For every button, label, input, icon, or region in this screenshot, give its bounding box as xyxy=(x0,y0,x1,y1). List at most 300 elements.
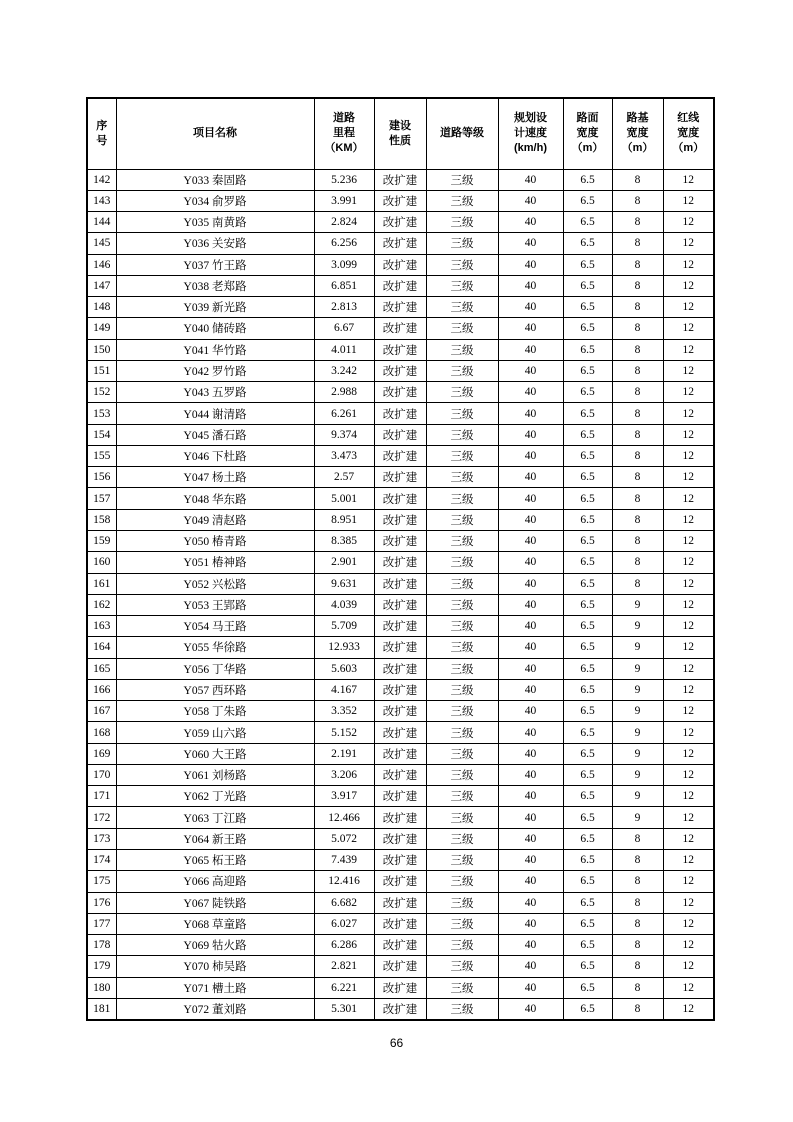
header-line: （m） xyxy=(672,142,705,155)
table-cell: 8 xyxy=(612,339,663,360)
table-cell: 8 xyxy=(612,445,663,466)
table-cell: 三级 xyxy=(426,318,498,339)
table-cell: 40 xyxy=(498,594,563,615)
table-cell: 40 xyxy=(498,956,563,977)
table-cell: 9 xyxy=(612,679,663,700)
table-cell: 6.5 xyxy=(563,956,612,977)
table-cell: 5.152 xyxy=(314,722,374,743)
table-cell: 三级 xyxy=(426,998,498,1019)
table-cell: 12 xyxy=(663,339,714,360)
table-cell: 9 xyxy=(612,764,663,785)
table-cell: 6.682 xyxy=(314,892,374,913)
table-cell: 6.5 xyxy=(563,212,612,233)
header-line: （KM） xyxy=(324,142,364,155)
table-cell: 12 xyxy=(663,913,714,934)
table-row xyxy=(87,212,714,233)
table-cell: 改扩建 xyxy=(374,616,426,637)
table-cell: 2.813 xyxy=(314,297,374,318)
table-cell: 175 xyxy=(87,871,116,892)
table-cell: 6.256 xyxy=(314,233,374,254)
table-cell: Y066 高迎路 xyxy=(116,871,314,892)
table-cell: 改扩建 xyxy=(374,977,426,998)
table-cell: 12 xyxy=(663,935,714,956)
table-cell: 12 xyxy=(663,212,714,233)
table-cell: 3.099 xyxy=(314,254,374,275)
table-cell: 8 xyxy=(612,212,663,233)
table-cell: 8 xyxy=(612,488,663,509)
table-cell: 9 xyxy=(612,786,663,807)
table-cell: 7.439 xyxy=(314,850,374,871)
table-cell: Y034 俞罗路 xyxy=(116,190,314,211)
table-cell: 6.5 xyxy=(563,786,612,807)
table-row xyxy=(87,275,714,296)
table-row xyxy=(87,594,714,615)
table-cell: 168 xyxy=(87,722,116,743)
table-row xyxy=(87,722,714,743)
table-cell: 40 xyxy=(498,488,563,509)
table-cell: 6.5 xyxy=(563,488,612,509)
table-cell: 12 xyxy=(663,275,714,296)
header-line: 性质 xyxy=(389,134,411,147)
table-cell: 161 xyxy=(87,573,116,594)
table-cell: 12 xyxy=(663,786,714,807)
table-cell: 12 xyxy=(663,594,714,615)
table-cell: 改扩建 xyxy=(374,488,426,509)
table-cell: 6.5 xyxy=(563,637,612,658)
table-cell: 改扩建 xyxy=(374,679,426,700)
table-row xyxy=(87,467,714,488)
table-row xyxy=(87,169,714,190)
table-cell: 3.917 xyxy=(314,786,374,807)
table-cell: Y043 五罗路 xyxy=(116,382,314,403)
table-cell: 改扩建 xyxy=(374,424,426,445)
table-cell: 6.5 xyxy=(563,424,612,445)
table-cell: 40 xyxy=(498,169,563,190)
table-cell: 40 xyxy=(498,850,563,871)
table-cell: 142 xyxy=(87,169,116,190)
table-cell: 8 xyxy=(612,573,663,594)
header-line: 道路 xyxy=(333,112,355,125)
table-cell: 6.5 xyxy=(563,913,612,934)
table-cell: 4.167 xyxy=(314,679,374,700)
table-cell: 6.5 xyxy=(563,573,612,594)
table-cell: 165 xyxy=(87,658,116,679)
table-cell: 6.5 xyxy=(563,318,612,339)
table-cell: 40 xyxy=(498,977,563,998)
table-row xyxy=(87,637,714,658)
table-cell: 6.5 xyxy=(563,616,612,637)
table-cell: 改扩建 xyxy=(374,701,426,722)
table-cell: 改扩建 xyxy=(374,871,426,892)
table-cell: 6.5 xyxy=(563,871,612,892)
table-cell: 3.242 xyxy=(314,360,374,381)
table-cell: 6.5 xyxy=(563,722,612,743)
table-cell: 153 xyxy=(87,403,116,424)
table-cell: 12 xyxy=(663,956,714,977)
table-cell: 改扩建 xyxy=(374,913,426,934)
table-cell: Y038 老郑路 xyxy=(116,275,314,296)
table-cell: 6.5 xyxy=(563,190,612,211)
table-cell: 8 xyxy=(612,552,663,573)
table-cell: 9 xyxy=(612,722,663,743)
table-cell: 2.988 xyxy=(314,382,374,403)
table-cell: 改扩建 xyxy=(374,998,426,1019)
table-cell: 12 xyxy=(663,297,714,318)
table-cell: 12 xyxy=(663,977,714,998)
table-cell: 改扩建 xyxy=(374,275,426,296)
table-cell: 152 xyxy=(87,382,116,403)
table-cell: 6.5 xyxy=(563,339,612,360)
table-row xyxy=(87,509,714,530)
table-row xyxy=(87,339,714,360)
header-cell-col-road-mileage xyxy=(314,98,374,169)
table-cell: Y071 槽土路 xyxy=(116,977,314,998)
table-row xyxy=(87,764,714,785)
table-cell: 6.5 xyxy=(563,892,612,913)
table-cell: 三级 xyxy=(426,871,498,892)
table-cell: 5.236 xyxy=(314,169,374,190)
table-cell: 三级 xyxy=(426,977,498,998)
table-cell: 改扩建 xyxy=(374,339,426,360)
table-cell: 145 xyxy=(87,233,116,254)
table-cell: 三级 xyxy=(426,424,498,445)
table-row xyxy=(87,424,714,445)
table-cell: 三级 xyxy=(426,786,498,807)
table-cell: 40 xyxy=(498,786,563,807)
table-cell: 三级 xyxy=(426,445,498,466)
table-cell: 12 xyxy=(663,764,714,785)
table-cell: 12 xyxy=(663,552,714,573)
table-cell: 180 xyxy=(87,977,116,998)
table-cell: 12.933 xyxy=(314,637,374,658)
table-cell: 改扩建 xyxy=(374,297,426,318)
table-cell: 146 xyxy=(87,254,116,275)
table-cell: 181 xyxy=(87,998,116,1019)
header-cell-col-roadbed-width xyxy=(612,98,663,169)
table-cell: 三级 xyxy=(426,892,498,913)
table-cell: 171 xyxy=(87,786,116,807)
table-cell: 6.5 xyxy=(563,360,612,381)
table-cell: 40 xyxy=(498,871,563,892)
table-cell: 177 xyxy=(87,913,116,934)
table-cell: 改扩建 xyxy=(374,573,426,594)
table-cell: 改扩建 xyxy=(374,509,426,530)
table-cell: 6.5 xyxy=(563,935,612,956)
table-cell: 167 xyxy=(87,701,116,722)
table-cell: 6.851 xyxy=(314,275,374,296)
table-row xyxy=(87,190,714,211)
table-cell: 改扩建 xyxy=(374,892,426,913)
table-cell: 6.5 xyxy=(563,382,612,403)
table-cell: Y068 草童路 xyxy=(116,913,314,934)
table-cell: 40 xyxy=(498,254,563,275)
table-cell: 40 xyxy=(498,467,563,488)
table-cell: 8 xyxy=(612,424,663,445)
header-cell-col-build-nature xyxy=(374,98,426,169)
table-cell: 9 xyxy=(612,594,663,615)
table-cell: 176 xyxy=(87,892,116,913)
table-cell: 12 xyxy=(663,573,714,594)
table-cell: 6.221 xyxy=(314,977,374,998)
table-cell: Y063 丁江路 xyxy=(116,807,314,828)
table-cell: 4.039 xyxy=(314,594,374,615)
table-cell: 12 xyxy=(663,807,714,828)
table-cell: Y049 清赵路 xyxy=(116,509,314,530)
table-cell: Y069 牯火路 xyxy=(116,935,314,956)
table-cell: 40 xyxy=(498,637,563,658)
table-cell: 8 xyxy=(612,360,663,381)
table-cell: Y047 杨土路 xyxy=(116,467,314,488)
table-cell: Y060 大王路 xyxy=(116,743,314,764)
table-cell: 8.951 xyxy=(314,509,374,530)
table-cell: 三级 xyxy=(426,382,498,403)
page-number: 66 xyxy=(389,1036,404,1050)
table-cell: 9 xyxy=(612,658,663,679)
table-cell: Y045 潘石路 xyxy=(116,424,314,445)
table-cell: 三级 xyxy=(426,339,498,360)
table-cell: 改扩建 xyxy=(374,786,426,807)
table-cell: 12 xyxy=(663,743,714,764)
table-cell: Y065 柘王路 xyxy=(116,850,314,871)
table-cell: Y046 下杜路 xyxy=(116,445,314,466)
header-line: 建设 xyxy=(389,119,411,132)
table-cell: 154 xyxy=(87,424,116,445)
table-row xyxy=(87,998,714,1019)
table-cell: 8 xyxy=(612,892,663,913)
table-cell: 166 xyxy=(87,679,116,700)
table-cell: 12 xyxy=(663,445,714,466)
table-cell: 8 xyxy=(612,190,663,211)
table-cell: 改扩建 xyxy=(374,360,426,381)
table-cell: 12 xyxy=(663,998,714,1019)
table-cell: Y059 山六路 xyxy=(116,722,314,743)
table-cell: 178 xyxy=(87,935,116,956)
table-cell: 8 xyxy=(612,531,663,552)
table-cell: 8 xyxy=(612,275,663,296)
table-cell: 改扩建 xyxy=(374,254,426,275)
header-line: (km/h) xyxy=(514,142,547,155)
table-cell: 40 xyxy=(498,212,563,233)
table-row xyxy=(87,297,714,318)
table-cell: 6.5 xyxy=(563,509,612,530)
table-cell: 12 xyxy=(663,382,714,403)
table-cell: 40 xyxy=(498,403,563,424)
table-cell: 40 xyxy=(498,382,563,403)
table-row xyxy=(87,531,714,552)
table-cell: 151 xyxy=(87,360,116,381)
table-cell: 改扩建 xyxy=(374,212,426,233)
header-line: 宽度 xyxy=(576,127,599,140)
table-cell: 8 xyxy=(612,509,663,530)
header-cell-col-redline-width xyxy=(663,98,714,169)
table-cell: 12 xyxy=(663,871,714,892)
table-cell: 6.5 xyxy=(563,807,612,828)
table-cell: 150 xyxy=(87,339,116,360)
table-cell: 2.824 xyxy=(314,212,374,233)
table-cell: 6.5 xyxy=(563,275,612,296)
table-cell: 三级 xyxy=(426,275,498,296)
table-cell: 5.301 xyxy=(314,998,374,1019)
table-cell: 改扩建 xyxy=(374,552,426,573)
table-row xyxy=(87,488,714,509)
table-row xyxy=(87,679,714,700)
table-cell: 9.631 xyxy=(314,573,374,594)
table-cell: 3.206 xyxy=(314,764,374,785)
table-cell: 40 xyxy=(498,679,563,700)
table-cell: 8 xyxy=(612,382,663,403)
table-cell: 40 xyxy=(498,424,563,445)
table-cell: 6.5 xyxy=(563,594,612,615)
table-cell: 6.5 xyxy=(563,445,612,466)
table-cell: 159 xyxy=(87,531,116,552)
road-projects-table xyxy=(86,97,715,1021)
table-cell: 5.072 xyxy=(314,828,374,849)
table-cell: 12 xyxy=(663,658,714,679)
table-cell: 改扩建 xyxy=(374,594,426,615)
table-cell: 6.5 xyxy=(563,679,612,700)
table-row xyxy=(87,871,714,892)
header-line: （m） xyxy=(571,142,604,155)
table-cell: 144 xyxy=(87,212,116,233)
table-cell: Y070 柿吴路 xyxy=(116,956,314,977)
table-cell: 9 xyxy=(612,701,663,722)
table-cell: 156 xyxy=(87,467,116,488)
table-cell: 三级 xyxy=(426,935,498,956)
table-cell: Y054 马王路 xyxy=(116,616,314,637)
table-cell: 143 xyxy=(87,190,116,211)
table-cell: Y036 关安路 xyxy=(116,233,314,254)
table-row xyxy=(87,807,714,828)
table-cell: 三级 xyxy=(426,212,498,233)
table-cell: 三级 xyxy=(426,233,498,254)
table-cell: Y044 谢清路 xyxy=(116,403,314,424)
table-cell: 40 xyxy=(498,743,563,764)
table-cell: Y053 王郢路 xyxy=(116,594,314,615)
table-cell: Y052 兴松路 xyxy=(116,573,314,594)
table-cell: Y055 华徐路 xyxy=(116,637,314,658)
table-cell: 6.5 xyxy=(563,850,612,871)
table-cell: 6.5 xyxy=(563,828,612,849)
table-row xyxy=(87,318,714,339)
table-cell: 改扩建 xyxy=(374,764,426,785)
header-line: 路面 xyxy=(576,112,599,125)
table-cell: 12 xyxy=(663,467,714,488)
table-cell: 三级 xyxy=(426,573,498,594)
table-cell: 三级 xyxy=(426,913,498,934)
table-cell: 6.5 xyxy=(563,764,612,785)
table-cell: 三级 xyxy=(426,764,498,785)
table-cell: 6.5 xyxy=(563,297,612,318)
table-cell: Y041 华竹路 xyxy=(116,339,314,360)
table-cell: 改扩建 xyxy=(374,850,426,871)
table-cell: 2.821 xyxy=(314,956,374,977)
table-cell: 12 xyxy=(663,509,714,530)
table-cell: 8 xyxy=(612,998,663,1019)
table-cell: 三级 xyxy=(426,807,498,828)
table-cell: 12.416 xyxy=(314,871,374,892)
table-cell: 9 xyxy=(612,637,663,658)
table-cell: 40 xyxy=(498,275,563,296)
table-cell: 三级 xyxy=(426,403,498,424)
table-cell: 2.901 xyxy=(314,552,374,573)
table-cell: 9 xyxy=(612,807,663,828)
table-cell: 40 xyxy=(498,998,563,1019)
table-cell: 12 xyxy=(663,190,714,211)
table-cell: 162 xyxy=(87,594,116,615)
table-cell: 160 xyxy=(87,552,116,573)
table-cell: 40 xyxy=(498,764,563,785)
table-cell: 12 xyxy=(663,679,714,700)
table-cell: 8 xyxy=(612,254,663,275)
table-cell: 5.603 xyxy=(314,658,374,679)
table-cell: 2.191 xyxy=(314,743,374,764)
table-cell: 12 xyxy=(663,403,714,424)
table-cell: 12 xyxy=(663,828,714,849)
table-cell: 8 xyxy=(612,935,663,956)
table-cell: 12.466 xyxy=(314,807,374,828)
table-cell: 改扩建 xyxy=(374,956,426,977)
table-row xyxy=(87,658,714,679)
header-cell-col-project-name xyxy=(116,98,314,169)
table-cell: 155 xyxy=(87,445,116,466)
table-cell: Y057 西环路 xyxy=(116,679,314,700)
table-cell: 改扩建 xyxy=(374,828,426,849)
table-cell: 40 xyxy=(498,913,563,934)
table-cell: 改扩建 xyxy=(374,637,426,658)
table-cell: 6.027 xyxy=(314,913,374,934)
table-cell: 40 xyxy=(498,297,563,318)
table-cell: 40 xyxy=(498,445,563,466)
header-line: 号 xyxy=(96,134,108,147)
table-row xyxy=(87,616,714,637)
table-cell: 12 xyxy=(663,722,714,743)
table-cell: 12 xyxy=(663,488,714,509)
table-row xyxy=(87,977,714,998)
table-cell: 8 xyxy=(612,871,663,892)
table-cell: 6.5 xyxy=(563,658,612,679)
table-cell: 8 xyxy=(612,233,663,254)
table-cell: 8 xyxy=(612,850,663,871)
table-cell: 12 xyxy=(663,531,714,552)
table-cell: 169 xyxy=(87,743,116,764)
table-cell: 6.5 xyxy=(563,701,612,722)
table-cell: 12 xyxy=(663,892,714,913)
header-line: 宽度 xyxy=(677,127,700,140)
table-cell: Y040 储砖路 xyxy=(116,318,314,339)
table-cell: 5.709 xyxy=(314,616,374,637)
table-cell: 9 xyxy=(612,616,663,637)
table-cell: 12 xyxy=(663,233,714,254)
table-cell: 12 xyxy=(663,360,714,381)
table-cell: 改扩建 xyxy=(374,935,426,956)
table-cell: 170 xyxy=(87,764,116,785)
table-cell: 158 xyxy=(87,509,116,530)
table-row xyxy=(87,743,714,764)
table-cell: Y056 丁华路 xyxy=(116,658,314,679)
table-cell: 3.473 xyxy=(314,445,374,466)
table-cell: 2.57 xyxy=(314,467,374,488)
table-cell: 改扩建 xyxy=(374,190,426,211)
table-cell: Y039 新光路 xyxy=(116,297,314,318)
table-cell: 三级 xyxy=(426,637,498,658)
table-row xyxy=(87,552,714,573)
header-line: （m） xyxy=(621,142,654,155)
table-cell: Y042 罗竹路 xyxy=(116,360,314,381)
table-row xyxy=(87,935,714,956)
header-line: 路基 xyxy=(626,112,649,125)
table-cell: Y058 丁朱路 xyxy=(116,701,314,722)
table-cell: 4.011 xyxy=(314,339,374,360)
